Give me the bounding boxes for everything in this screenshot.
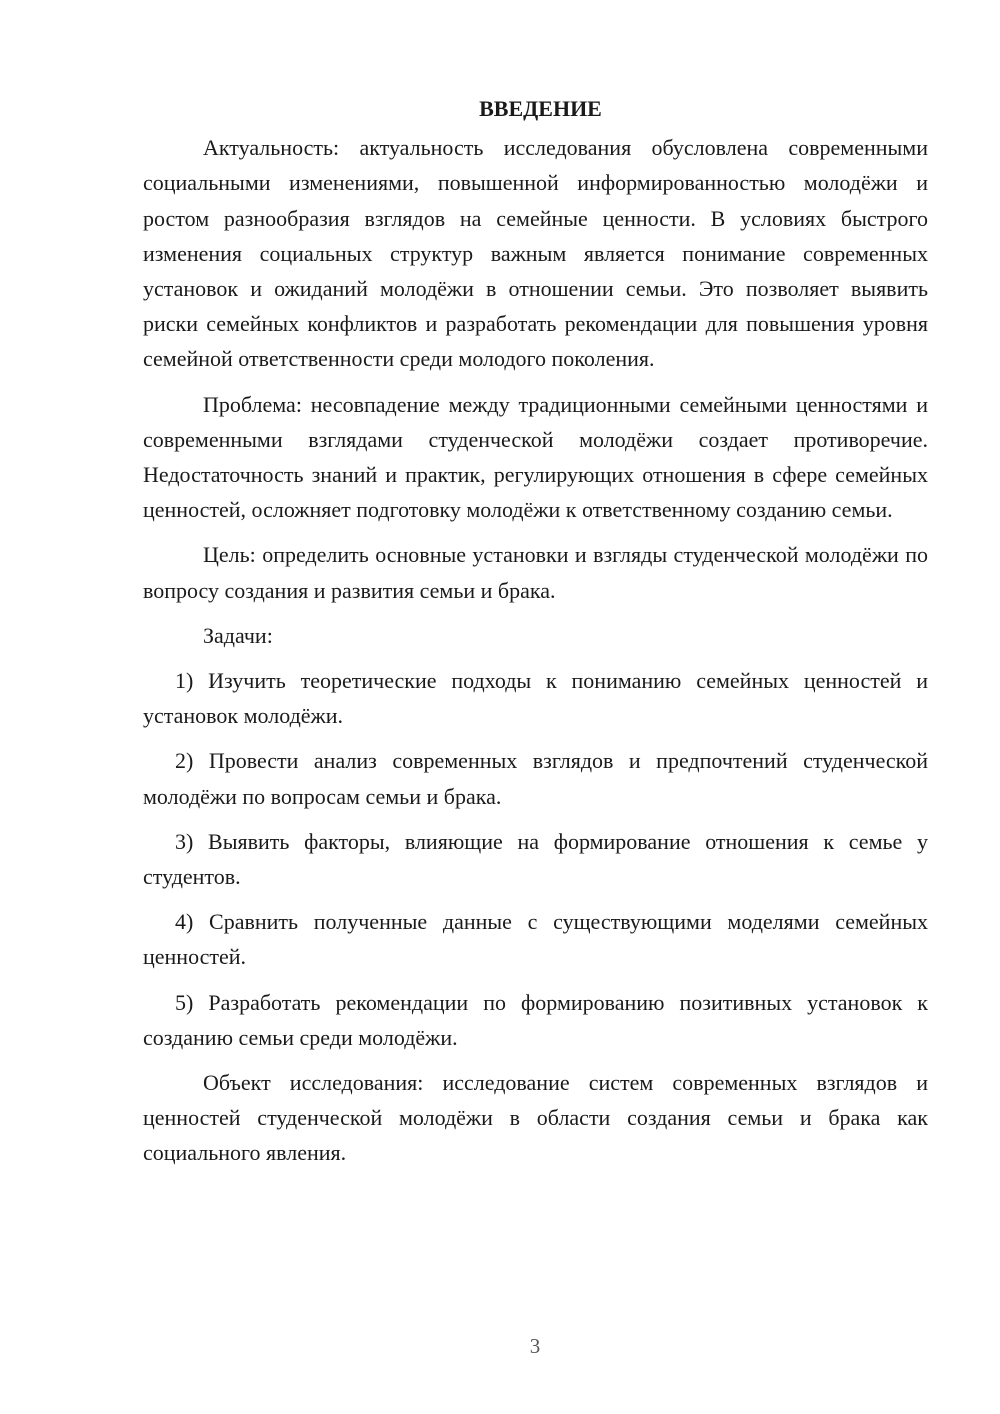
task-item-3: 3) Выявить факторы, влияющие на формирование отношения к семье у студентов. (143, 828, 928, 890)
task-item-5: 5) Разработать рекомендации по формированию позитивных установок к созданию семьи среди молодёжи. (143, 989, 928, 1050)
task-item-2: 2) Провести анализ современных взглядов и предпочтений студенческой молодёжи по вопросам семьи и брака. (143, 748, 928, 809)
task-item-1: 1) Изучить теоретические подходы к пониманию семейных ценностей и установок молодёжи. (143, 668, 928, 729)
page-content (143, 91, 928, 1181)
page-number: 3 (529, 1334, 541, 1358)
paragraph-relevance: Актуальность: актуальность исследования обусловлена современными социальными изменениями, повышенной информированностью молодёжи и ростом разнообразия взглядов на семейные ценности. В условиях быстрого изменения социальных структур важным является понимание современных установок и ожиданий молодёжи в отношении семьи. Это позволяет выявить риски семейных конфликтов и разработать рекомендации для повышения уровня семейной ответственности среди молодого поколения. (143, 135, 928, 372)
page-title: ВВЕДЕНИЕ (479, 96, 602, 121)
task-item-4: 4) Сравнить полученные данные с существующими моделями семейных ценностей. (143, 909, 928, 970)
paragraph-problem: Проблема: несовпадение между традиционными семейными ценностями и современными взглядами студенческой молодёжи создает противоречие. Недостаточность знаний и практик, регулирующих отношения в сфере семейных ценностей, осложняет подготовку молодёжи к ответственному созданию семьи. (143, 391, 928, 523)
paragraph-object: Объект исследования: исследование систем современных взглядов и ценностей студенческой молодёжи в области создания семьи и брака как социального явления. (143, 1070, 928, 1166)
tasks-heading: Задачи: (203, 622, 273, 648)
paragraph-goal: Цель: определить основные установки и взгляды студенческой молодёжи по вопросу создания и развития семьи и брака. (143, 542, 928, 603)
